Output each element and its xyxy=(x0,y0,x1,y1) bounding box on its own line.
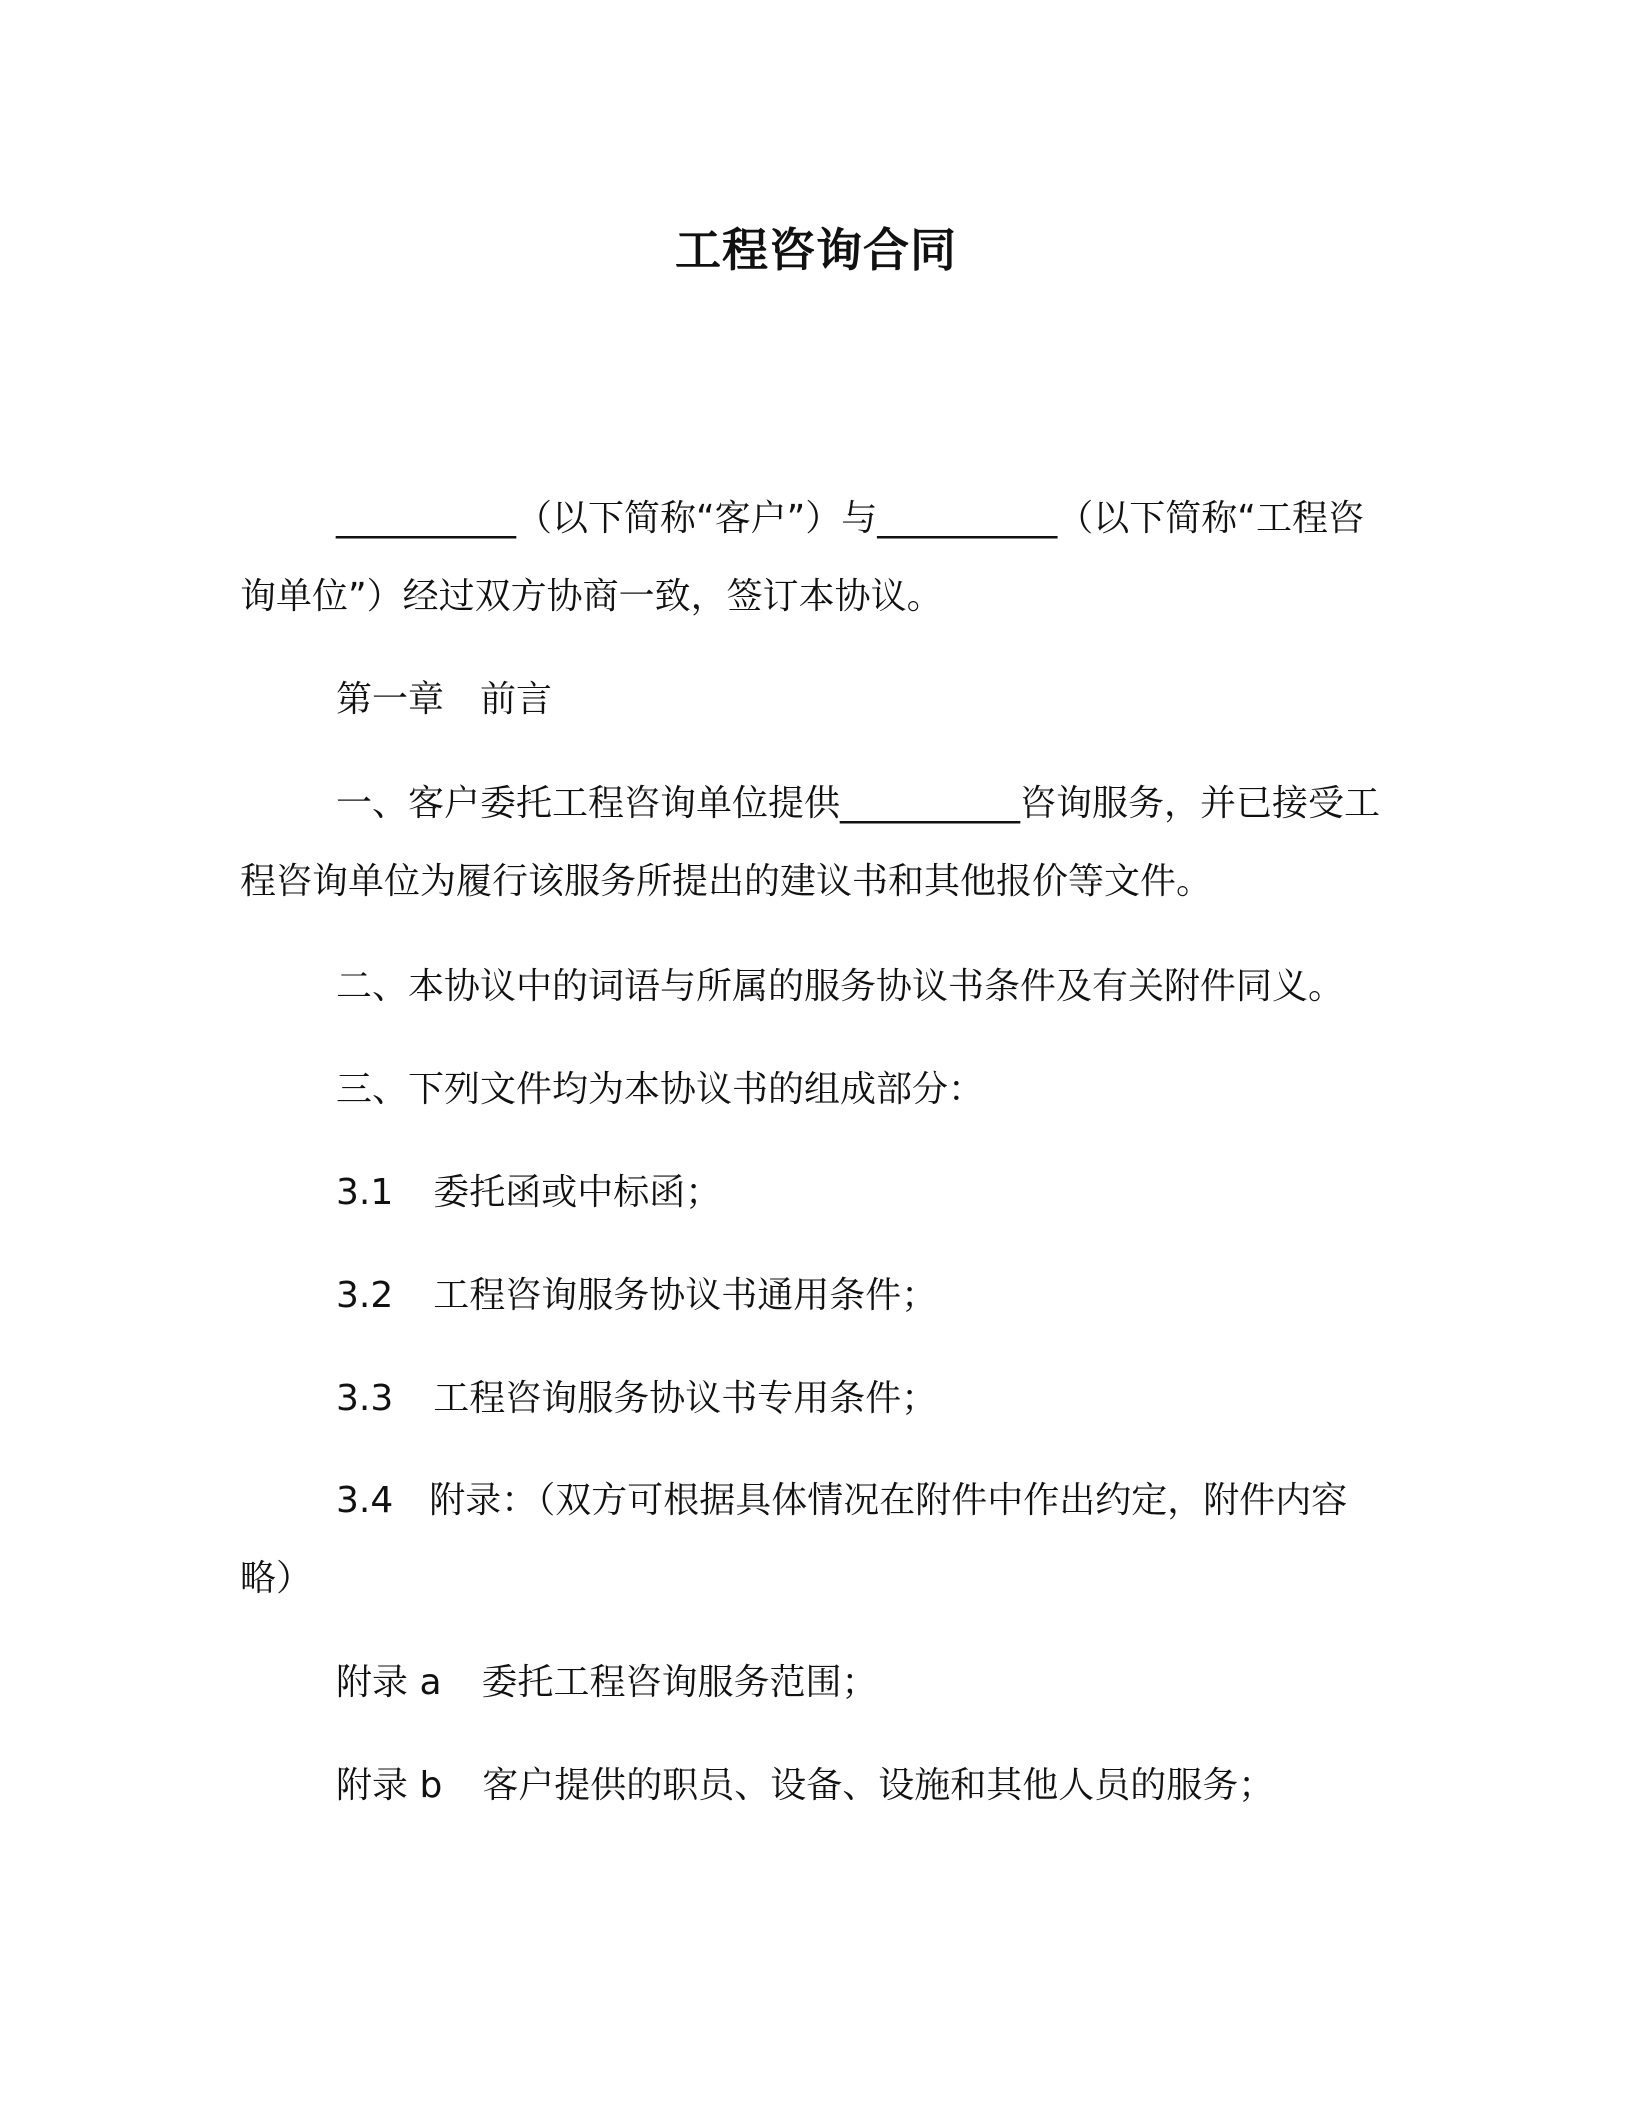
appendix-text: 客户提供的职员、设备、设施和其他人员的服务； xyxy=(482,1765,1275,1806)
chapter-number: 第一章 xyxy=(336,679,445,720)
sub-item-3-3 xyxy=(336,1374,1396,1424)
sub-item-number: 3.1 xyxy=(336,1172,394,1213)
sub-item-3-4: 3.4 附录：（双方可根据具体情况在附件中作出约定，附件内容略） xyxy=(240,1480,1348,1599)
appendix-label: 附录 b xyxy=(336,1765,443,1806)
clause-two: 二、本协议中的词语与所属的服务协议书条件及有关附件同义。 xyxy=(336,966,1345,1007)
appendix-text: 委托工程咨询服务范围； xyxy=(481,1662,878,1703)
chapter-title: 前言 xyxy=(480,679,553,720)
sub-item-number: 3.2 xyxy=(336,1275,394,1316)
appendix-b xyxy=(336,1761,1396,1811)
sub-item-text: 委托函或中标函； xyxy=(433,1172,722,1213)
document-title: 工程咨询合同 xyxy=(675,223,957,277)
clause-three: 三、下列文件均为本协议书的组成部分： xyxy=(336,1069,985,1110)
sub-item-3-1 xyxy=(336,1168,1396,1218)
appendix-label: 附录 a xyxy=(336,1662,442,1703)
sub-item-number: 3.3 xyxy=(336,1378,394,1419)
sub-item-text: 工程咨询服务协议书通用条件； xyxy=(433,1275,938,1316)
chapter-heading xyxy=(336,675,1396,725)
appendix-a xyxy=(336,1658,1396,1708)
sub-item-text: 工程咨询服务协议书专用条件； xyxy=(433,1378,938,1419)
intro-paragraph: __________（以下简称“客户”）与__________（以下简称“工程咨询单位”）经过双方协商一致，签订本协议。 xyxy=(240,498,1364,617)
sub-item-3-2 xyxy=(336,1271,1396,1321)
clause-one: 一、客户委托工程咨询单位提供__________咨询服务，并已接受工程咨询单位为履行该服务所提出的建议书和其他报价等文件。 xyxy=(240,783,1381,902)
